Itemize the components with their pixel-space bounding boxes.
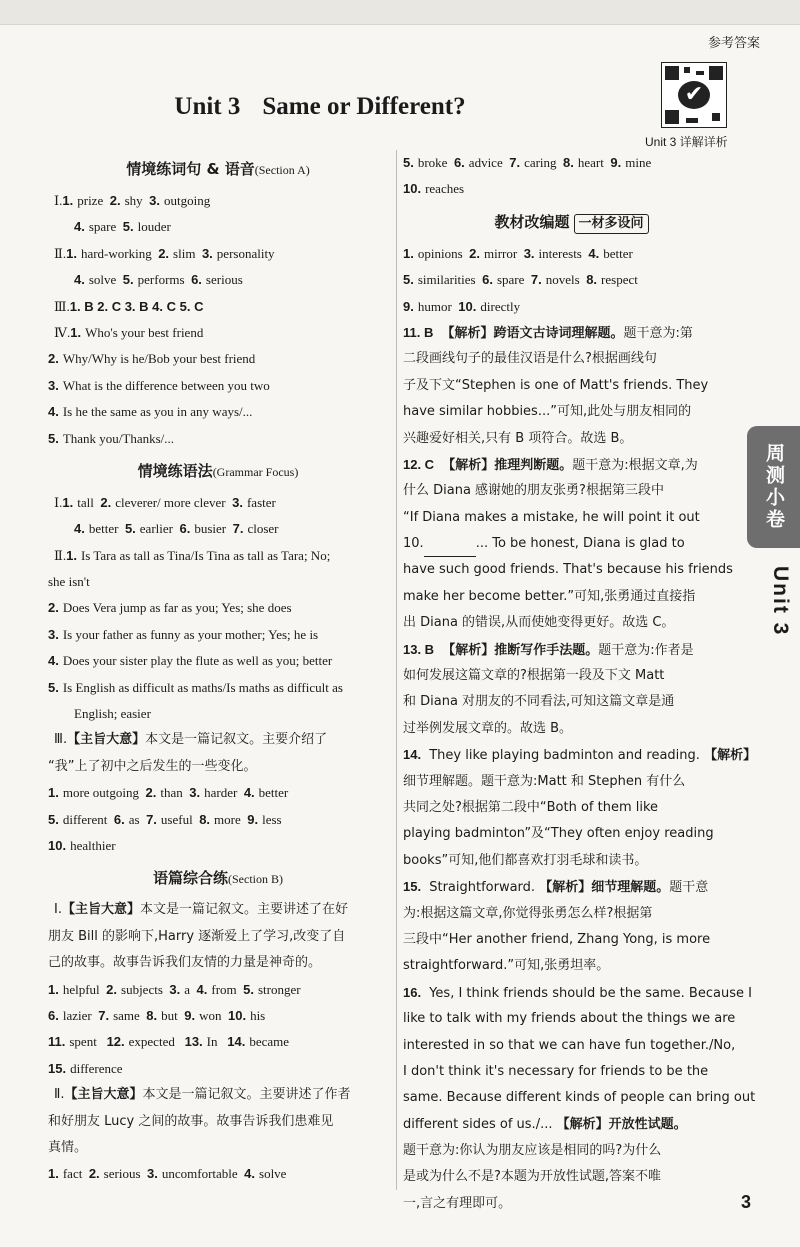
answer-row: 5. Thank you/Thanks/... [48, 430, 175, 446]
explanation-row: 什么 Diana 感谢她的朋友张勇?根据第三段中 [403, 483, 664, 499]
section-heading-grammar: 情境练语法(Grammar Focus) [137, 461, 299, 480]
answer-row: 10. healthier [48, 837, 116, 853]
explanation-row: books”可知,他们都喜欢打羽毛球和读书。 [403, 852, 648, 868]
explanation-row: different sides of us./... 【解析】开放性试题。 [403, 1116, 687, 1132]
main-idea-row: 真情。 [48, 1139, 88, 1155]
explanation-row: have such good friends. That's because his friends [403, 562, 733, 578]
explanation-row: 出 Diana 的错误,从而使她变得更好。故选 C。 [403, 615, 675, 631]
answer-row: 2. Does Vera jump as far as you; Yes; she does [48, 600, 292, 616]
answer-row: she isn't [48, 574, 90, 590]
answer-row: 4. Does your sister play the flute as well as you; better [48, 653, 333, 669]
answer-row: 6. lazier 7. same 8. but 9. won 10. his [48, 1007, 266, 1023]
explanation-row: have similar hobbies...”可知,此处与朋友相同的 [403, 404, 692, 420]
main-idea-row: 和好朋友 Lucy 之间的故事。故事告诉我们患难见 [48, 1113, 334, 1129]
answer-row: 5. Is English as difficult as maths/Is maths as difficult as [48, 679, 343, 695]
explanation-row: 16. Yes, I think friends should be the same. Because I [403, 984, 752, 1001]
main-idea-row: Ⅲ.【主旨大意】本文是一篇记叙文。主要介绍了 [54, 732, 328, 748]
explanation-row: like to talk with my friends about the things we are [403, 1011, 736, 1027]
section-heading-textbook: 教材改编题 一材多设问 [403, 203, 740, 241]
answer-row: 2. Why/Why is he/Bob your best friend [48, 351, 256, 367]
answer-row: 1. fact 2. serious 3. uncomfortable 4. solve [48, 1166, 287, 1182]
explanation-row: 12. C 【解析】推理判断题。题干意为:根据文章,为 [403, 456, 698, 473]
explanation-row: 细节理解题。题干意为:Matt 和 Stephen 有什么 [403, 773, 686, 789]
explanation-row: 和 Diana 对朋友的不同看法,可知这篇文章是通 [403, 694, 675, 710]
answer-row: 4. Is he the same as you in any ways/... [48, 404, 253, 420]
explanation-row: 11. B 【解析】跨语文古诗词理解题。题干意为:第 [403, 324, 693, 341]
answer-row: 9. humor 10. directly [403, 298, 521, 314]
section-heading-a: 情境练词句 & 语音(Section A) [126, 160, 310, 178]
explanation-row: 是或为什么不是?本题为开放性试题,答案不唯 [403, 1169, 662, 1185]
main-idea-row: 己的故事。故事告诉我们友情的力量是神奇的。 [48, 955, 322, 971]
side-tab: 周测小卷 [747, 426, 800, 548]
section-heading-b: 语篇综合练(Section B) [152, 869, 283, 888]
answer-row: English; easier [74, 706, 151, 722]
top-band [0, 0, 800, 25]
answer-blank [424, 542, 476, 557]
multi-question-badge: 一材多设问 [574, 214, 649, 234]
explanation-row: 兴趣爱好相关,只有 B 项符合。故选 B。 [403, 430, 633, 446]
answer-row: 11. spent 12. expected 13. In 14. became [48, 1034, 290, 1050]
explanation-row: 共同之处?根据第二段中“Both of them like [403, 799, 659, 815]
explanation-row: same. Because different kinds of people can bring out [403, 1090, 756, 1106]
answer-row: 5. different 6. as 7. useful 8. more 9. less [48, 811, 282, 827]
column-divider [396, 150, 397, 1190]
main-idea-row: Ⅱ.【主旨大意】本文是一篇记叙文。主要讲述了作者 [54, 1087, 351, 1103]
answer-row: 5. similarities 6. spare 7. novels 8. respect [403, 272, 638, 288]
explanation-row: I don't think it's necessary for friends to be the [403, 1063, 709, 1079]
qr-caption: Unit 3 详解详析 [645, 135, 728, 149]
answer-row: Ⅲ.1. B 2. C 3. B 4. C 5. C [54, 298, 204, 314]
right-column [403, 150, 757, 1217]
page-title: Unit 3 Same or Different? [174, 93, 466, 120]
explanation-row: interested in so that we can have fun together./No, [403, 1037, 736, 1053]
answer-row: 15. difference [48, 1060, 123, 1076]
main-idea-row: 朋友 Bill 的影响下,Harry 逐渐爱上了学习,改变了自 [48, 928, 346, 944]
explanation-row: 过举例发展文章的。故选 B。 [403, 720, 573, 736]
answer-row: 4. solve 5. performs 6. serious [74, 272, 243, 288]
answer-row: 10. reaches [403, 181, 465, 197]
explanation-row: 13. B 【解析】推断写作手法题。题干意为:作者是 [403, 641, 694, 658]
left-column [48, 150, 388, 1188]
answer-row: Ⅰ.1. tall 2. cleverer/ more clever 3. faster [54, 494, 276, 510]
qr-code-icon[interactable] [661, 62, 727, 128]
explanation-row: 15. Straightforward. 【解析】细节理解题。题干意 [403, 879, 709, 896]
explanation-row: 如何发展这篇文章的?根据第一段及下文 Matt [403, 668, 665, 684]
answer-row: 3. Is your father as funny as your mother; Yes; he is [48, 626, 319, 642]
explanation-row: 14. They like playing badminton and reading. 【解析】 [403, 747, 757, 764]
answer-row: 3. What is the difference between you two [48, 377, 270, 393]
explanation-row: 一,言之有理即可。 [403, 1195, 512, 1211]
explanation-row: “If Diana makes a mistake, he will point it out [403, 509, 700, 525]
explanation-row: make her become better.”可知,张勇通过直接指 [403, 588, 696, 604]
answer-row: Ⅱ.1. Is Tara as tall as Tina/Is Tina as tall as Tara; No; [54, 547, 331, 563]
answer-row: 1. helpful 2. subjects 3. a 4. from 5. stronger [48, 981, 301, 997]
main-idea-row: “我”上了初中之后发生的一些变化。 [48, 758, 257, 774]
answers-tag: 参考答案 [707, 35, 760, 50]
answer-row: Ⅱ.1. hard-working 2. slim 3. personality [54, 245, 275, 261]
explanation-row: straightforward.”可知,张勇坦率。 [403, 958, 610, 974]
main-idea-row: Ⅰ.【主旨大意】本文是一篇记叙文。主要讲述了在好 [54, 902, 348, 918]
answer-row: 1. opinions 2. mirror 3. interests 4. better [403, 245, 633, 261]
explanation-row: 为:根据这篇文章,你觉得张勇怎么样?根据第 [403, 905, 653, 921]
explanation-row: playing badminton”及“They often enjoy reading [403, 826, 714, 842]
explanation-row: 10. ... To be honest, Diana is glad to [403, 531, 740, 557]
side-unit-label: Unit 3 [769, 566, 792, 637]
explanation-row: 三段中“Her another friend, Zhang Yong, is more [403, 931, 711, 947]
page-number: 3 [741, 1192, 752, 1212]
answer-row: 5. broke 6. advice 7. caring 8. heart 9. mine [403, 155, 652, 170]
answer-row: Ⅰ.1. prize 2. shy 3. outgoing [54, 193, 211, 208]
answer-row: 4. better 5. earlier 6. busier 7. closer [74, 521, 279, 537]
explanation-row: 子及下文“Stephen is one of Matt's friends. They [403, 377, 709, 393]
answer-row: 4. spare 5. louder [74, 219, 171, 235]
check-icon: ✔ [678, 81, 710, 109]
explanation-row: 题干意为:你认为朋友应该是相同的吗?为什么 [403, 1143, 662, 1159]
explanation-row: 二段画线句子的最佳汉语是什么?根据画线句 [403, 351, 657, 367]
answer-row: 1. more outgoing 2. than 3. harder 4. better [48, 785, 289, 801]
answer-row: Ⅳ.1. Who's your best friend [54, 324, 204, 340]
